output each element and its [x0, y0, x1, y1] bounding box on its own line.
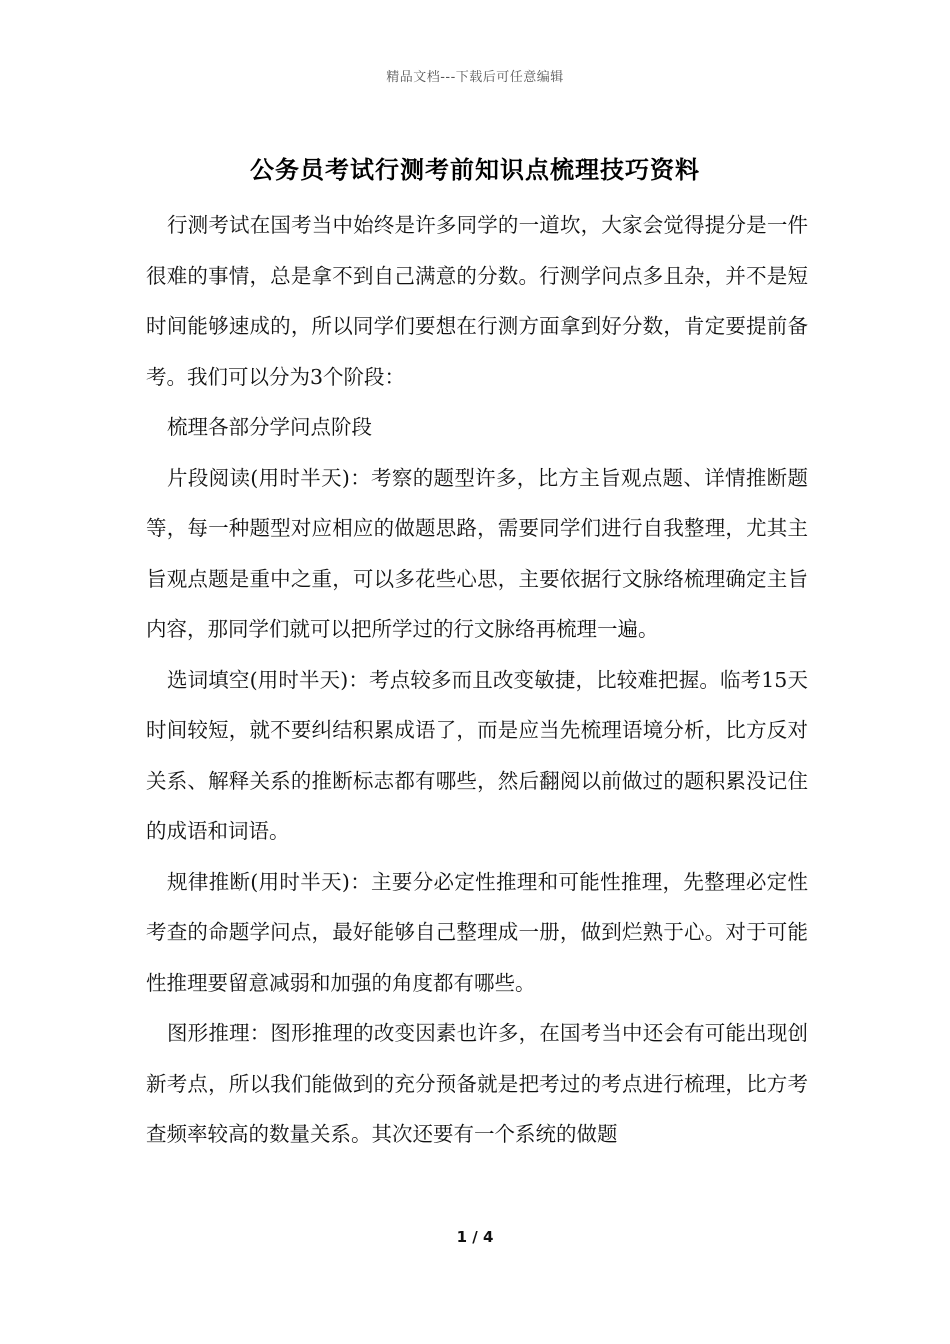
paragraph-intro: 行测考试在国考当中始终是许多同学的一道坎，大家会觉得提分是一件很难的事情，总是拿不到自己满意的分数。行测学问点多且杂，并不是短时间能够速成的，所以同学们要想在行测方面拿到好分数，肯定要提前备考。我们可以分为3个阶段：: [146, 213, 808, 389]
page-number: 1 / 4: [456, 1228, 494, 1246]
paragraph-reading: 片段阅读(用时半天)：考察的题型许多，比方主旨观点题、详情推断题等，每一种题型对应相应的做题思路，需要同学们进行自我整理，尤其主旨观点题是重中之重，可以多花些心思，主要依据行文脉络梳理确定主旨内容，那同学们就可以把所学过的行文脉络再梳理一遍。: [146, 465, 808, 641]
paragraph-logic: 规律推断(用时半天)：主要分必定性推理和可能性推理，先整理必定性考查的命题学问点，最好能够自己整理成一册，做到烂熟于心。对于可能性推理要留意减弱和加强的角度都有哪些。: [146, 869, 808, 995]
document-body: [146, 200, 808, 1160]
page-header: 精品文档---下载后可任意编辑: [386, 70, 564, 85]
paragraph-graphics: 图形推理：图形推理的改变因素也许多，在国考当中还会有可能出现创新考点，所以我们能做到的充分预备就是把考过的考点进行梳理，比方考查频率较高的数量关系。其次还要有一个系统的做题: [146, 1021, 808, 1146]
section-heading: 梳理各部分学问点阶段: [167, 415, 372, 439]
paragraph-word-filling: 选词填空(用时半天)：考点较多而且改变敏捷，比较难把握。临考15天时间较短，就不要纠结积累成语了，而是应当先梳理语境分析，比方反对关系、解释关系的推断标志都有哪些，然后翻阅以前做过的题积累没记住的成语和词语。: [146, 667, 808, 843]
document-title: 公务员考试行测考前知识点梳理技巧资料: [250, 155, 700, 184]
